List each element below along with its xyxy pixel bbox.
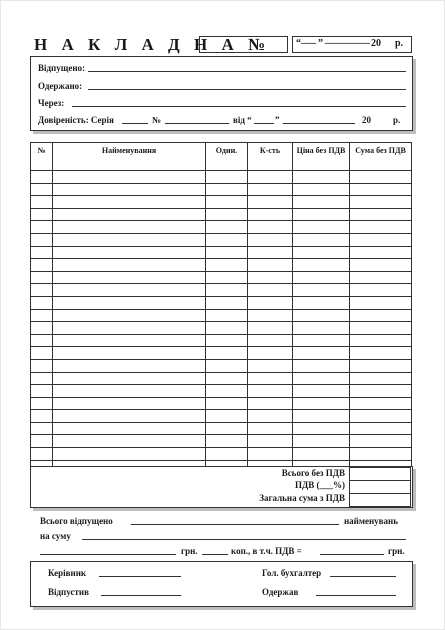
table-cell[interactable] bbox=[248, 208, 293, 221]
table-cell[interactable] bbox=[293, 322, 350, 335]
poa-month-field[interactable] bbox=[283, 123, 355, 124]
table-cell[interactable] bbox=[31, 196, 53, 209]
table-cell[interactable] bbox=[206, 372, 248, 385]
col-price: Ціна без ПДВ bbox=[293, 143, 350, 171]
via-label: Через: bbox=[38, 98, 65, 108]
received-by-signature-field[interactable] bbox=[316, 595, 396, 596]
table-row bbox=[31, 359, 412, 372]
table-cell[interactable] bbox=[31, 208, 53, 221]
table-cell[interactable] bbox=[293, 359, 350, 372]
col-unit: Один. bbox=[206, 143, 248, 171]
table-cell[interactable] bbox=[53, 410, 206, 423]
amount-uah-field[interactable] bbox=[40, 554, 176, 555]
table-row bbox=[31, 410, 412, 423]
total-no-vat-label: Всього без ПДВ bbox=[281, 468, 345, 478]
table-cell[interactable] bbox=[31, 271, 53, 284]
table-cell[interactable] bbox=[206, 435, 248, 448]
table-cell[interactable] bbox=[206, 359, 248, 372]
table-cell[interactable] bbox=[248, 284, 293, 297]
table-cell[interactable] bbox=[248, 359, 293, 372]
table-cell[interactable] bbox=[31, 171, 53, 184]
table-row bbox=[31, 322, 412, 335]
table-row bbox=[31, 259, 412, 272]
date-quote-open: “ bbox=[296, 38, 301, 49]
table-cell[interactable] bbox=[350, 208, 412, 221]
poa-number-label: № bbox=[152, 115, 162, 125]
table-cell[interactable] bbox=[293, 385, 350, 398]
table-cell[interactable] bbox=[206, 171, 248, 184]
table-cell[interactable] bbox=[248, 259, 293, 272]
date-month-blank: _________ bbox=[325, 36, 370, 45]
table-cell[interactable] bbox=[53, 385, 206, 398]
table-cell[interactable] bbox=[206, 208, 248, 221]
total-released-field[interactable] bbox=[131, 524, 339, 525]
table-row bbox=[31, 284, 412, 297]
table-row bbox=[31, 448, 412, 461]
table-cell[interactable] bbox=[293, 208, 350, 221]
table-row bbox=[31, 233, 412, 246]
table-cell[interactable] bbox=[53, 171, 206, 184]
table-cell[interactable] bbox=[53, 271, 206, 284]
total-with-vat-label: Загальна сума з ПДВ bbox=[259, 493, 345, 503]
table-cell[interactable] bbox=[53, 233, 206, 246]
poa-year: 20 bbox=[362, 115, 371, 125]
table-cell[interactable] bbox=[293, 183, 350, 196]
table-cell[interactable] bbox=[206, 221, 248, 234]
table-cell[interactable] bbox=[206, 271, 248, 284]
table-cell[interactable] bbox=[350, 422, 412, 435]
table-cell[interactable] bbox=[31, 397, 53, 410]
poa-quote-close: ” bbox=[275, 115, 280, 125]
table-cell[interactable] bbox=[350, 359, 412, 372]
table-cell[interactable] bbox=[293, 309, 350, 322]
table-cell[interactable] bbox=[350, 233, 412, 246]
table-cell[interactable] bbox=[53, 196, 206, 209]
table-cell[interactable] bbox=[206, 259, 248, 272]
table-cell[interactable] bbox=[248, 397, 293, 410]
date-quote-close: ” bbox=[318, 38, 323, 49]
table-cell[interactable] bbox=[31, 410, 53, 423]
uah-label: грн. bbox=[181, 546, 198, 556]
chief-accountant-signature-field[interactable] bbox=[330, 576, 396, 577]
table-cell[interactable] bbox=[293, 435, 350, 448]
poa-year-suffix: р. bbox=[393, 115, 401, 125]
table-cell[interactable] bbox=[350, 334, 412, 347]
table-cell[interactable] bbox=[206, 196, 248, 209]
released-label: Відпущено: bbox=[38, 63, 86, 73]
table-cell[interactable] bbox=[206, 309, 248, 322]
table-cell[interactable] bbox=[350, 397, 412, 410]
table-cell[interactable] bbox=[206, 385, 248, 398]
chief-accountant-label: Гол. бухгалтер bbox=[262, 568, 322, 578]
table-row bbox=[31, 334, 412, 347]
head-label: Керівник bbox=[48, 568, 87, 578]
table-cell[interactable] bbox=[53, 183, 206, 196]
table-cell[interactable] bbox=[31, 221, 53, 234]
table-cell[interactable] bbox=[350, 183, 412, 196]
table-cell[interactable] bbox=[31, 233, 53, 246]
table-cell[interactable] bbox=[248, 233, 293, 246]
kop-vat-label: коп., в т.ч. ПДВ = bbox=[231, 546, 302, 556]
table-row bbox=[31, 435, 412, 448]
table-cell[interactable] bbox=[53, 246, 206, 259]
amount-words-field[interactable] bbox=[82, 539, 406, 540]
table-cell[interactable] bbox=[350, 246, 412, 259]
vat-field[interactable] bbox=[349, 480, 411, 494]
table-cell[interactable] bbox=[248, 435, 293, 448]
table-cell[interactable] bbox=[350, 385, 412, 398]
poa-from-label: від “ bbox=[233, 115, 252, 125]
table-cell[interactable] bbox=[248, 246, 293, 259]
table-cell[interactable] bbox=[206, 296, 248, 309]
invoice-date-field[interactable] bbox=[292, 36, 412, 53]
table-cell[interactable] bbox=[206, 410, 248, 423]
poa-series-field[interactable] bbox=[122, 123, 148, 124]
table-cell[interactable] bbox=[350, 372, 412, 385]
table-cell[interactable] bbox=[248, 347, 293, 360]
table-cell[interactable] bbox=[248, 334, 293, 347]
table-cell[interactable] bbox=[350, 221, 412, 234]
table-cell[interactable] bbox=[248, 385, 293, 398]
received-label: Одержано: bbox=[38, 81, 83, 91]
table-cell[interactable] bbox=[293, 271, 350, 284]
table-cell[interactable] bbox=[293, 246, 350, 259]
table-cell[interactable] bbox=[206, 334, 248, 347]
table-cell[interactable] bbox=[350, 347, 412, 360]
table-cell[interactable] bbox=[248, 296, 293, 309]
via-field[interactable] bbox=[72, 106, 406, 107]
head-signature-field[interactable] bbox=[99, 576, 181, 577]
table-row bbox=[31, 196, 412, 209]
table-cell[interactable] bbox=[31, 359, 53, 372]
table-cell[interactable] bbox=[293, 233, 350, 246]
table-cell[interactable] bbox=[248, 221, 293, 234]
table-cell[interactable] bbox=[31, 183, 53, 196]
table-cell[interactable] bbox=[293, 171, 350, 184]
table-cell[interactable] bbox=[31, 246, 53, 259]
table-cell[interactable] bbox=[31, 385, 53, 398]
col-name: Найменування bbox=[53, 143, 206, 171]
table-cell[interactable] bbox=[293, 334, 350, 347]
table-row bbox=[31, 397, 412, 410]
table-cell[interactable] bbox=[248, 422, 293, 435]
total-released-label: Всього відпущено bbox=[40, 516, 113, 526]
table-cell[interactable] bbox=[31, 422, 53, 435]
table-cell[interactable] bbox=[350, 410, 412, 423]
invoice-number-field[interactable] bbox=[199, 36, 288, 53]
table-cell[interactable] bbox=[350, 448, 412, 461]
table-cell[interactable] bbox=[248, 271, 293, 284]
date-day-blank: ___ bbox=[301, 36, 316, 45]
table-row bbox=[31, 347, 412, 360]
table-cell[interactable] bbox=[206, 347, 248, 360]
table-cell[interactable] bbox=[31, 309, 53, 322]
table-cell[interactable] bbox=[248, 171, 293, 184]
table-cell[interactable] bbox=[31, 322, 53, 335]
table-cell[interactable] bbox=[350, 322, 412, 335]
poa-series-label: Довіреність: Серія bbox=[38, 115, 114, 125]
table-cell[interactable] bbox=[53, 397, 206, 410]
vat-amount-field[interactable] bbox=[320, 554, 384, 555]
table-cell[interactable] bbox=[53, 322, 206, 335]
table-cell[interactable] bbox=[31, 296, 53, 309]
table-row bbox=[31, 372, 412, 385]
table-cell[interactable] bbox=[31, 372, 53, 385]
table-cell[interactable] bbox=[248, 196, 293, 209]
table-cell[interactable] bbox=[350, 196, 412, 209]
table-cell[interactable] bbox=[206, 422, 248, 435]
table-cell[interactable] bbox=[206, 246, 248, 259]
table-cell[interactable] bbox=[350, 171, 412, 184]
table-cell[interactable] bbox=[293, 422, 350, 435]
table-row bbox=[31, 422, 412, 435]
table-cell[interactable] bbox=[293, 410, 350, 423]
amount-label: на суму bbox=[40, 531, 71, 541]
poa-day-field[interactable] bbox=[254, 123, 274, 124]
items-table bbox=[30, 142, 412, 498]
table-cell[interactable] bbox=[53, 309, 206, 322]
table-cell[interactable] bbox=[206, 233, 248, 246]
released-by-label: Відпустив bbox=[48, 587, 89, 597]
table-cell[interactable] bbox=[350, 259, 412, 272]
table-header-row bbox=[31, 143, 412, 171]
table-cell[interactable] bbox=[53, 422, 206, 435]
poa-number-field[interactable] bbox=[165, 123, 229, 124]
table-cell[interactable] bbox=[293, 372, 350, 385]
table-cell[interactable] bbox=[248, 309, 293, 322]
released-by-signature-field[interactable] bbox=[101, 595, 181, 596]
table-row bbox=[31, 183, 412, 196]
table-cell[interactable] bbox=[53, 334, 206, 347]
col-quantity: К-сть bbox=[248, 143, 293, 171]
table-cell[interactable] bbox=[248, 448, 293, 461]
page-title: Н А К Л А Д Н А № bbox=[34, 35, 271, 54]
table-row bbox=[31, 296, 412, 309]
amount-kop-field[interactable] bbox=[202, 554, 228, 555]
total-with-vat-field[interactable] bbox=[349, 493, 411, 507]
table-row bbox=[31, 171, 412, 184]
table-cell[interactable] bbox=[293, 347, 350, 360]
released-field[interactable] bbox=[88, 71, 406, 72]
table-cell[interactable] bbox=[293, 448, 350, 461]
table-cell[interactable] bbox=[53, 448, 206, 461]
table-cell[interactable] bbox=[53, 347, 206, 360]
date-suffix: р. bbox=[395, 38, 404, 49]
table-cell[interactable] bbox=[53, 435, 206, 448]
table-row bbox=[31, 309, 412, 322]
table-cell[interactable] bbox=[293, 259, 350, 272]
table-cell[interactable] bbox=[293, 284, 350, 297]
date-year: 20 bbox=[371, 38, 381, 49]
table-row bbox=[31, 385, 412, 398]
table-cell[interactable] bbox=[248, 372, 293, 385]
table-cell[interactable] bbox=[293, 397, 350, 410]
received-by-label: Одержав bbox=[262, 587, 299, 597]
uah2-label: грн. bbox=[388, 546, 405, 556]
table-cell[interactable] bbox=[53, 372, 206, 385]
table-cell[interactable] bbox=[350, 296, 412, 309]
col-sum: Сума без ПДВ bbox=[350, 143, 412, 171]
table-cell[interactable] bbox=[31, 259, 53, 272]
received-field[interactable] bbox=[88, 89, 406, 90]
table-cell[interactable] bbox=[31, 284, 53, 297]
table-cell[interactable] bbox=[53, 208, 206, 221]
table-cell[interactable] bbox=[248, 322, 293, 335]
table-cell[interactable] bbox=[293, 196, 350, 209]
table-cell[interactable] bbox=[206, 284, 248, 297]
table-row bbox=[31, 246, 412, 259]
table-cell[interactable] bbox=[31, 448, 53, 461]
col-number: № bbox=[31, 143, 53, 171]
table-cell[interactable] bbox=[293, 221, 350, 234]
table-cell[interactable] bbox=[350, 435, 412, 448]
table-cell[interactable] bbox=[31, 435, 53, 448]
table-cell[interactable] bbox=[206, 183, 248, 196]
table-cell[interactable] bbox=[53, 221, 206, 234]
table-cell[interactable] bbox=[350, 284, 412, 297]
table-cell[interactable] bbox=[206, 397, 248, 410]
table-cell[interactable] bbox=[53, 284, 206, 297]
items-suffix-label: найменувань bbox=[344, 516, 398, 526]
table-cell[interactable] bbox=[206, 322, 248, 335]
table-cell[interactable] bbox=[31, 334, 53, 347]
vat-label: ПДВ (___%) bbox=[295, 480, 345, 490]
table-row bbox=[31, 271, 412, 284]
table-cell[interactable] bbox=[53, 259, 206, 272]
total-no-vat-field[interactable] bbox=[349, 467, 411, 481]
table-cell[interactable] bbox=[350, 271, 412, 284]
signatures-box bbox=[30, 561, 413, 607]
table-cell[interactable] bbox=[31, 347, 53, 360]
table-cell[interactable] bbox=[206, 448, 248, 461]
table-row bbox=[31, 208, 412, 221]
table-cell[interactable] bbox=[248, 410, 293, 423]
table-cell[interactable] bbox=[53, 296, 206, 309]
table-row bbox=[31, 221, 412, 234]
table-cell[interactable] bbox=[293, 296, 350, 309]
table-cell[interactable] bbox=[350, 309, 412, 322]
table-cell[interactable] bbox=[248, 183, 293, 196]
table-cell[interactable] bbox=[53, 359, 206, 372]
